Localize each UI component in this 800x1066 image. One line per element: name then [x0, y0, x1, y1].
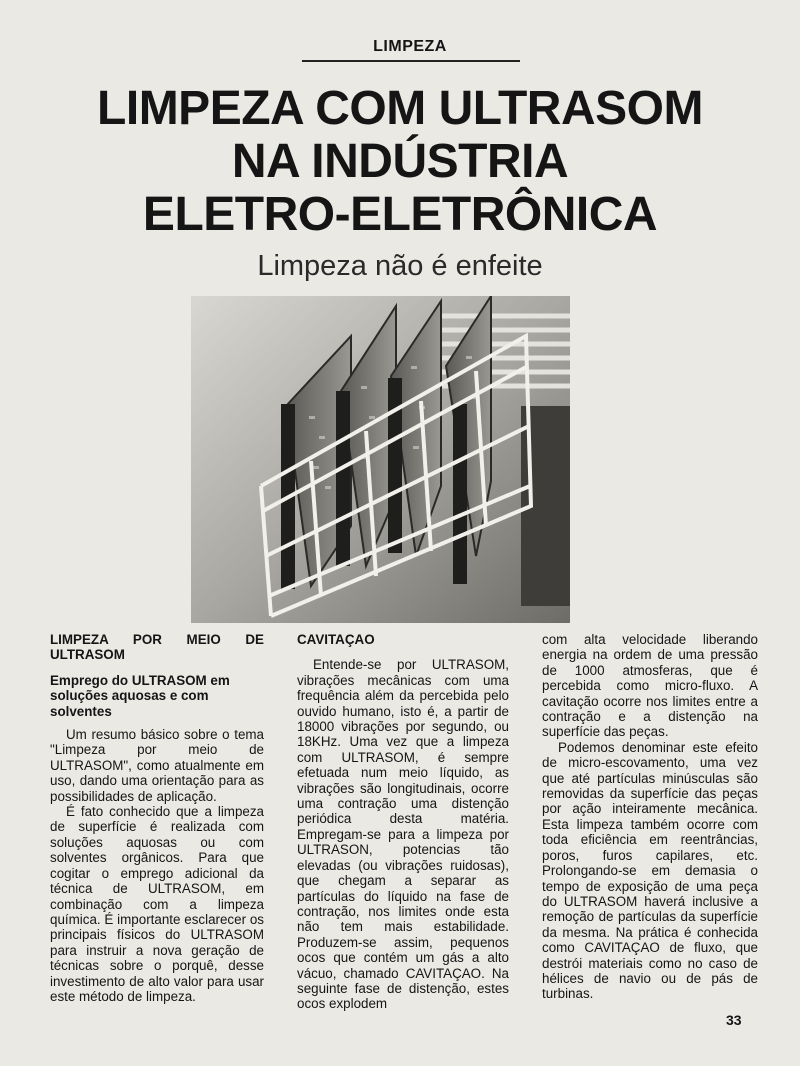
- headline-line-1: LIMPEZA COM ULTRASOM: [97, 82, 703, 135]
- page-number: 33: [726, 1012, 742, 1028]
- section-label: LIMPEZA: [373, 38, 447, 55]
- column-2: [297, 632, 509, 1012]
- column-2-heading: CAVITAÇAO: [297, 632, 375, 647]
- photo-circuit-boards-basket: [191, 296, 570, 623]
- column-3-paragraph-2: Podemos denominar este efeito de micro-escovamento, uma vez que até partículas minúsculas são removidas da superfície das peças por ação inteiramente mecânica. Esta limpeza também ocorre com toda eficiência em reentrâncias, poros, furos capilares, etc. Prolongando-se em demasia o tempo de exposição de uma peça do ULTRASOM haverá inclusive a remoção de partículas da superfície da mesma. Na prática é conhecida como CAVITAÇAO de fluxo, que destrói materiais como no caso de hélices de navio ou de pás de turbinas.: [542, 739, 758, 1002]
- article-headline: [40, 82, 760, 241]
- column-1-subheading: Emprego do ULTRASOM em soluções aquosas e com solventes: [50, 672, 230, 719]
- column-2-paragraph-1: Entende-se por ULTRASOM, vibrações mecânicas com uma frequência além da percebida pelo ouvido humano, isto é, a partir de 18000 vibrações por segundo, ou 18KHz. Uma vez que a limpeza com ULTRASOM, é sempre efetuada num meio líquido, as vibrações são longitudinais, ocorre uma contração uma distenção periódica desta matéria. Empregam-se para a limpeza por ULTRASON, potencias tão elevadas (ou vibrações ruidosas), que chegam a separar as partículas do líquido na fase de contração, nos limites onde esta não tem mais estabilidade. Produzem-se assim, pequenos ocos que contém um gás a alto vácuo, chamado CAVITAÇAO. Na seguinte fase de distenção, estes ocos explodem: [297, 657, 509, 1012]
- column-1-paragraph-2: É fato conhecido que a limpeza de superfície é realizada com soluções aquosas ou com solventes orgânicos. Para que cogitar o emprego adicional da técnica de ULTRASOM, em combinação com a limpeza química. É importante esclarecer os principais físicos do ULTRASOM para instruir a nova geração de técnicas sobre o porquê, desse investimento de alto valor para usar este método de limpeza.: [50, 804, 264, 1004]
- headline-line-3: ELETRO-ELETRÔNICA: [142, 188, 658, 241]
- article-subtitle: Limpeza não é enfeite: [257, 250, 543, 282]
- circuit-boards-in-wire-basket-icon: [191, 296, 570, 623]
- column-3: [542, 632, 758, 1002]
- column-3-paragraph-1: com alta velocidade liberando energia na ordem de uma pressão de 1000 atmosferas, que é percebida como micro-fluxo. A cavitação ocorre nos limites entre a contração e a distenção na superfície das peças.: [542, 632, 758, 740]
- column-1: [50, 632, 264, 1004]
- column-1-heading: LIMPEZA POR MEIO DE ULTRASOM: [50, 632, 264, 663]
- section-divider: [302, 60, 520, 62]
- column-1-paragraph-1: Um resumo básico sobre o tema "Limpeza por meio de ULTRASOM", como atualmente em uso, dando uma orientação para as possibilidades de aplicação.: [50, 727, 264, 804]
- headline-line-2: NA INDÚSTRIA: [231, 135, 569, 188]
